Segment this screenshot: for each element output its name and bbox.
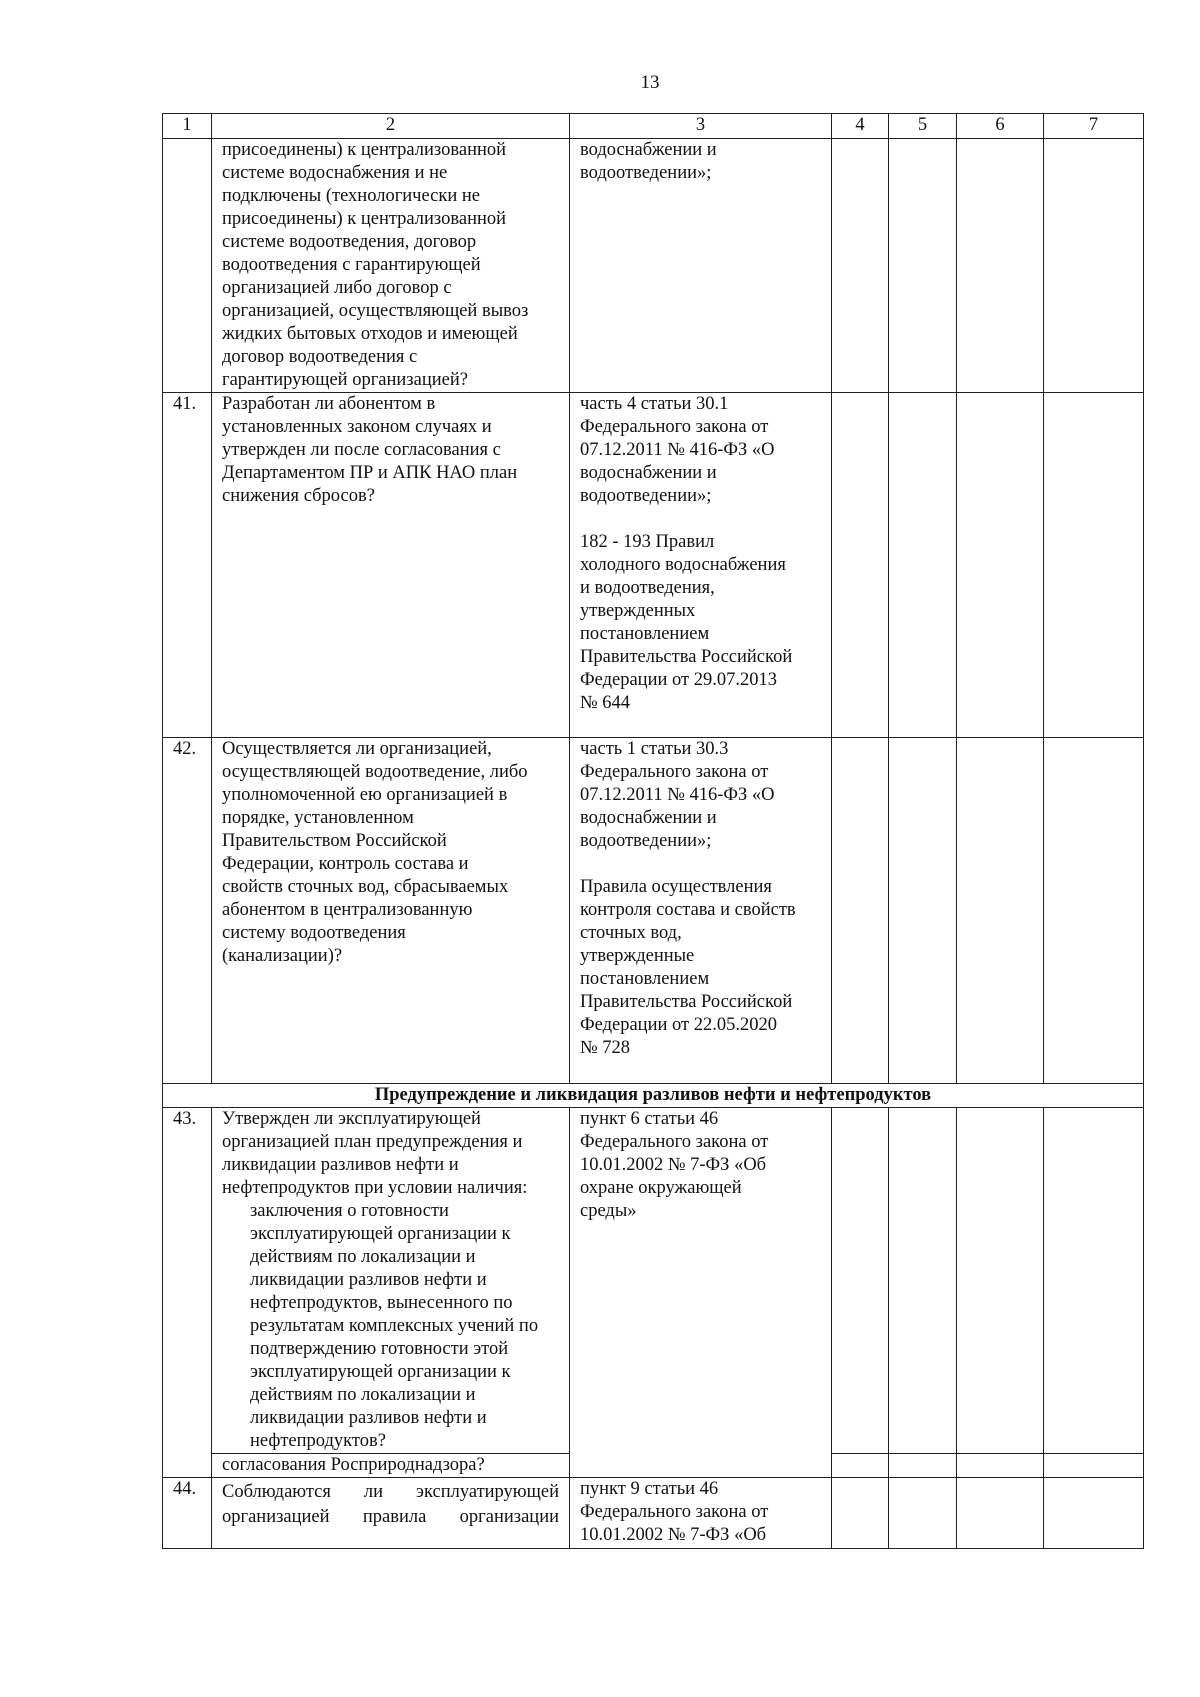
empty-cell (832, 393, 889, 738)
question-cell: присоединены) к централизованной системе водоснабжения и не подключены (технологически не присоединены) к централизованной системе водоотведения, договор водоотведения с гарантирующей организацией либо договор с организацией, осуществляющей вывоз жидких бытовых отходов и имеющей договор водоотведения с гарантирующей организацией? (212, 139, 570, 393)
empty-cell (957, 1478, 1044, 1549)
reference-cell: часть 4 статьи 30.1 Федерального закона от 07.12.2011 № 416-ФЗ «О водоснабжении и водоотведении»; 182 - 193 Правил холодного водоснабжения и водоотведения, утвержденных постановлением Правительства Российской Федерации от 29.07.2013 № 644 (570, 393, 832, 738)
empty-cell (832, 139, 889, 393)
empty-cell (1044, 1454, 1144, 1478)
column-header: 1 (163, 114, 212, 139)
empty-cell (889, 1454, 957, 1478)
section-title: Предупреждение и ликвидация разливов нефти и нефтепродуктов (163, 1084, 1144, 1108)
question-line: организацией правила организации (222, 1507, 559, 1527)
empty-cell (957, 1108, 1044, 1454)
column-header: 5 (889, 114, 957, 139)
reference-cell: пункт 9 статьи 46 Федерального закона от 10.01.2002 № 7-ФЗ «Об (570, 1478, 832, 1549)
empty-cell (1044, 1478, 1144, 1549)
empty-cell (889, 393, 957, 738)
empty-cell (832, 1454, 889, 1478)
column-header: 7 (1044, 114, 1144, 139)
table-row (163, 139, 1144, 393)
empty-cell (889, 1108, 957, 1454)
row-number: 43. (163, 1108, 212, 1478)
column-header: 4 (832, 114, 889, 139)
empty-cell (1044, 738, 1144, 1084)
table-header-row (163, 114, 1144, 139)
column-header: 6 (957, 114, 1044, 139)
reference-cell: пункт 6 статьи 46 Федерального закона от 10.01.2002 № 7-ФЗ «Об охране окружающей среды» (570, 1108, 832, 1478)
empty-cell (957, 393, 1044, 738)
question-item: согласования Росприроднадзора? (212, 1454, 570, 1478)
question-cell (212, 1478, 570, 1549)
empty-cell (832, 1478, 889, 1549)
column-header: 3 (570, 114, 832, 139)
page-number: 13 (640, 72, 660, 93)
row-number: 41. (163, 393, 212, 738)
table-row (163, 1478, 1144, 1549)
question-cell: Осуществляется ли организацией, осуществляющей водоотведение, либо уполномоченной ею организацией в порядке, установленном Правительством Российской Федерации, контроль состава и свойств сточных вод, сбрасываемых абонентом в централизованную систему водоотведения (канализации)? (212, 738, 570, 1084)
empty-cell (832, 738, 889, 1084)
question-line: Соблюдаются ли эксплуатирующей (222, 1482, 559, 1502)
empty-cell (957, 1454, 1044, 1478)
row-number (163, 139, 212, 393)
question-cell (212, 1108, 570, 1454)
empty-cell (957, 738, 1044, 1084)
empty-cell (1044, 393, 1144, 738)
row-number: 44. (163, 1478, 212, 1549)
table-row (163, 738, 1144, 1084)
column-header: 2 (212, 114, 570, 139)
table-row (163, 393, 1144, 738)
table-row (163, 1108, 1144, 1454)
empty-cell (1044, 139, 1144, 393)
question-cell: Разработан ли абонентом в установленных законом случаях и утвержден ли после согласования с Департаментом ПР и АПК НАО план снижения сбросов? (212, 393, 570, 738)
empty-cell (889, 738, 957, 1084)
empty-cell (1044, 1108, 1144, 1454)
reference-cell: часть 1 статьи 30.3 Федерального закона от 07.12.2011 № 416-ФЗ «О водоснабжении и водоотведении»; Правила осуществления контроля состава и свойств сточных вод, утвержденные постановлением Правительства Российской Федерации от 22.05.2020 № 728 (570, 738, 832, 1084)
empty-cell (889, 139, 957, 393)
empty-cell (889, 1478, 957, 1549)
question-intro: Утвержден ли эксплуатирующей организацией план предупреждения и ликвидации разливов нефти и нефтепродуктов при условии наличия: (222, 1109, 528, 1198)
reference-cell: водоснабжении и водоотведении»; (570, 139, 832, 393)
section-row (163, 1084, 1144, 1108)
question-item: заключения о готовности эксплуатирующей организации к действиям по локализации и ликвидации разливов нефти и нефтепродуктов, вынесенного по результатам комплексных учений по подтверждению готовности этой эксплуатирующей организации к действиям по локализации и ликвидации разливов нефти и нефтепродуктов? (250, 1201, 539, 1451)
empty-cell (957, 139, 1044, 393)
empty-cell (832, 1108, 889, 1454)
row-number: 42. (163, 738, 212, 1084)
checklist-table (162, 113, 1144, 1549)
